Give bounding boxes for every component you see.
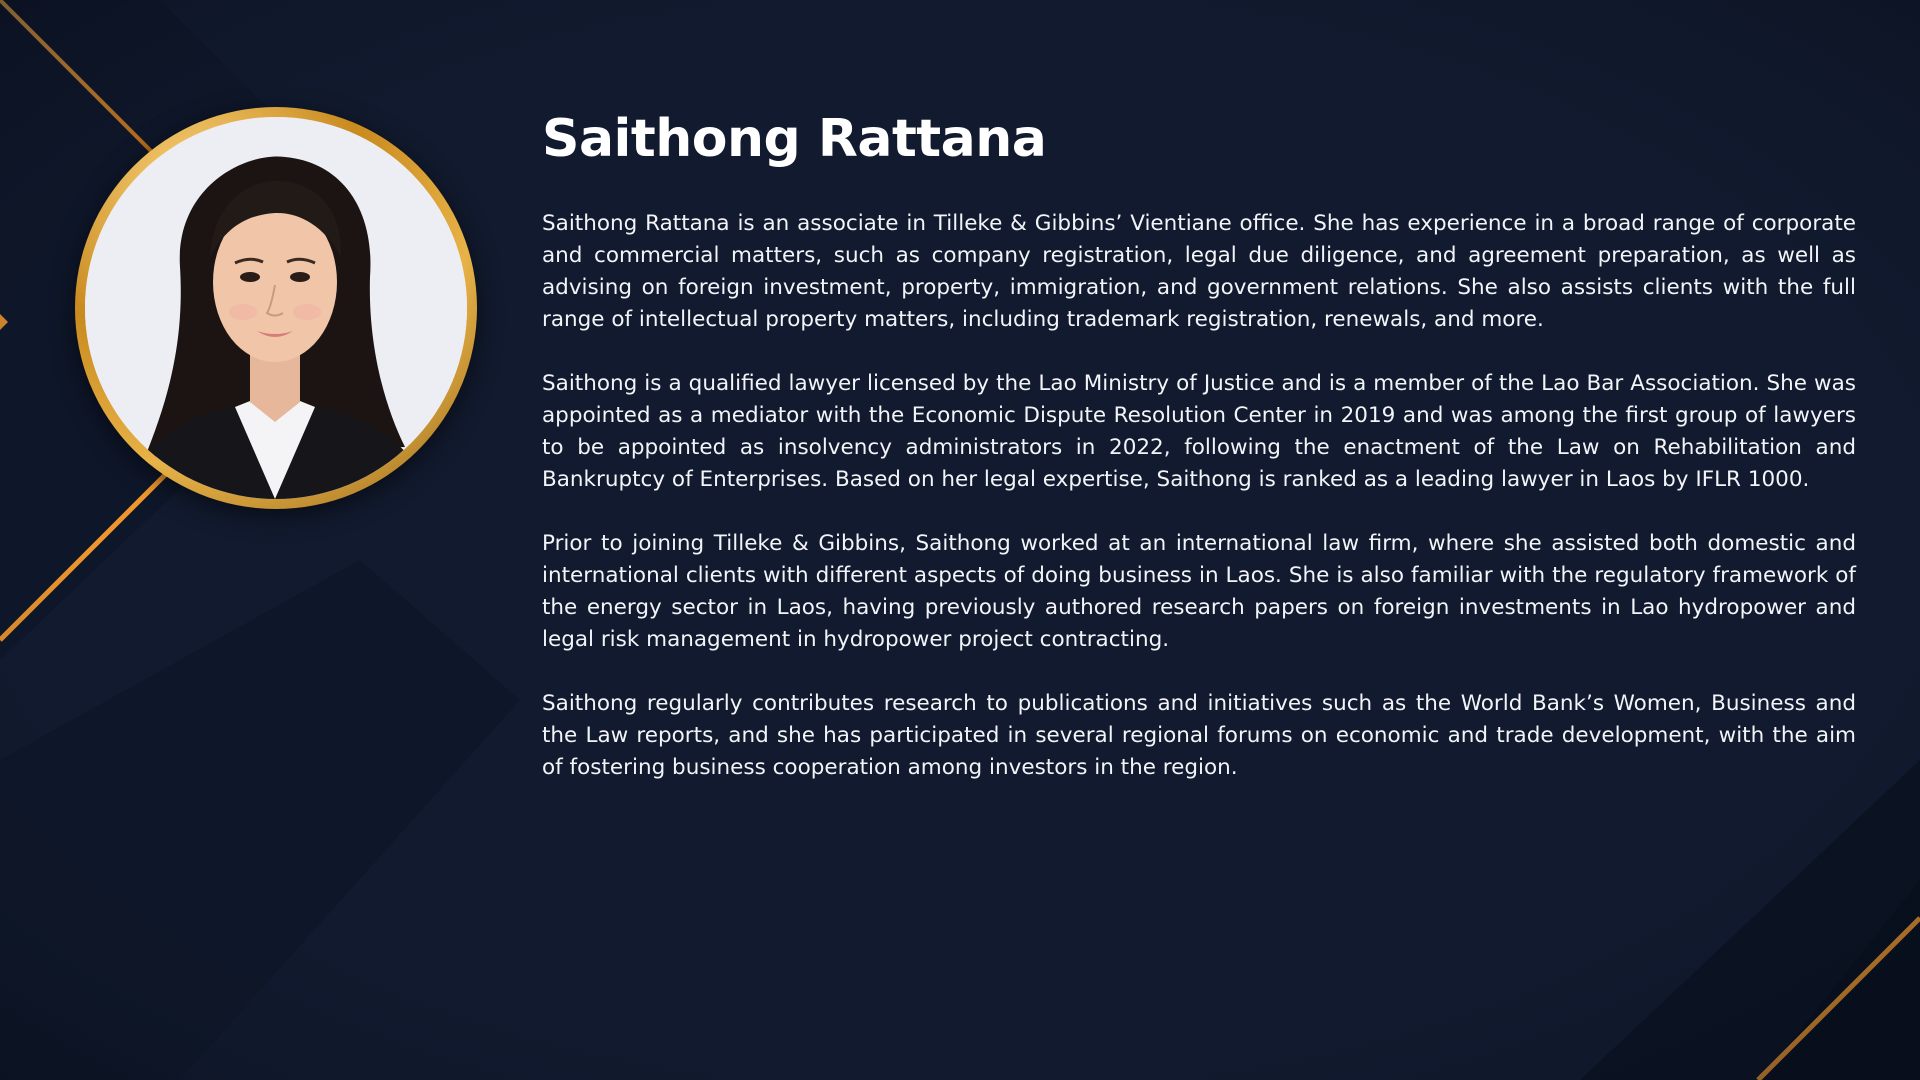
bio-paragraph-1: Saithong Rattana is an associate in Tilleke & Gibbins’ Vientiane office. She has experience in a broad range of corporate and commercial matters, such as company registration, legal due diligence, and agreement preparation, as well as advising on foreign investment, property, immigration, and government relations. She also assists clients with the full range of intellectual property matters, including trademark registration, renewals, and more. xyxy=(542,211,1856,332)
person-photo-icon xyxy=(85,117,467,499)
profile-bio xyxy=(542,208,1856,784)
bio-paragraph-3: Prior to joining Tilleke & Gibbins, Saithong worked at an international law firm, where she assisted both domestic and international clients with different aspects of doing business in Laos. She is also familiar with the regulatory framework of the energy sector in Laos, having previously authored research papers on foreign investments in Lao hydropower and legal risk management in hydropower project contracting. xyxy=(542,531,1856,652)
bio-paragraph-4: Saithong regularly contributes research to publications and initiatives such as the World Bank’s Women, Business and the Law reports, and she has participated in several regional forums on economic and trade development, with the aim of fostering business cooperation among investors in the region. xyxy=(542,691,1856,780)
profile-content xyxy=(542,104,1856,816)
profile-photo-frame xyxy=(75,107,477,509)
profile-photo xyxy=(85,117,467,499)
profile-name: Saithong Rattana xyxy=(542,109,1047,169)
bio-paragraph-2: Saithong is a qualified lawyer licensed by the Lao Ministry of Justice and is a member of the Lao Bar Association. She was appointed as a mediator with the Economic Dispute Resolution Center in 2019 and was among the first group of lawyers to be appointed as insolvency administrators in 2022, following the enactment of the Law on Rehabilitation and Bankruptcy of Enterprises. Based on her legal expertise, Saithong is ranked as a leading lawyer in Laos by IFLR 1000. xyxy=(542,371,1856,492)
